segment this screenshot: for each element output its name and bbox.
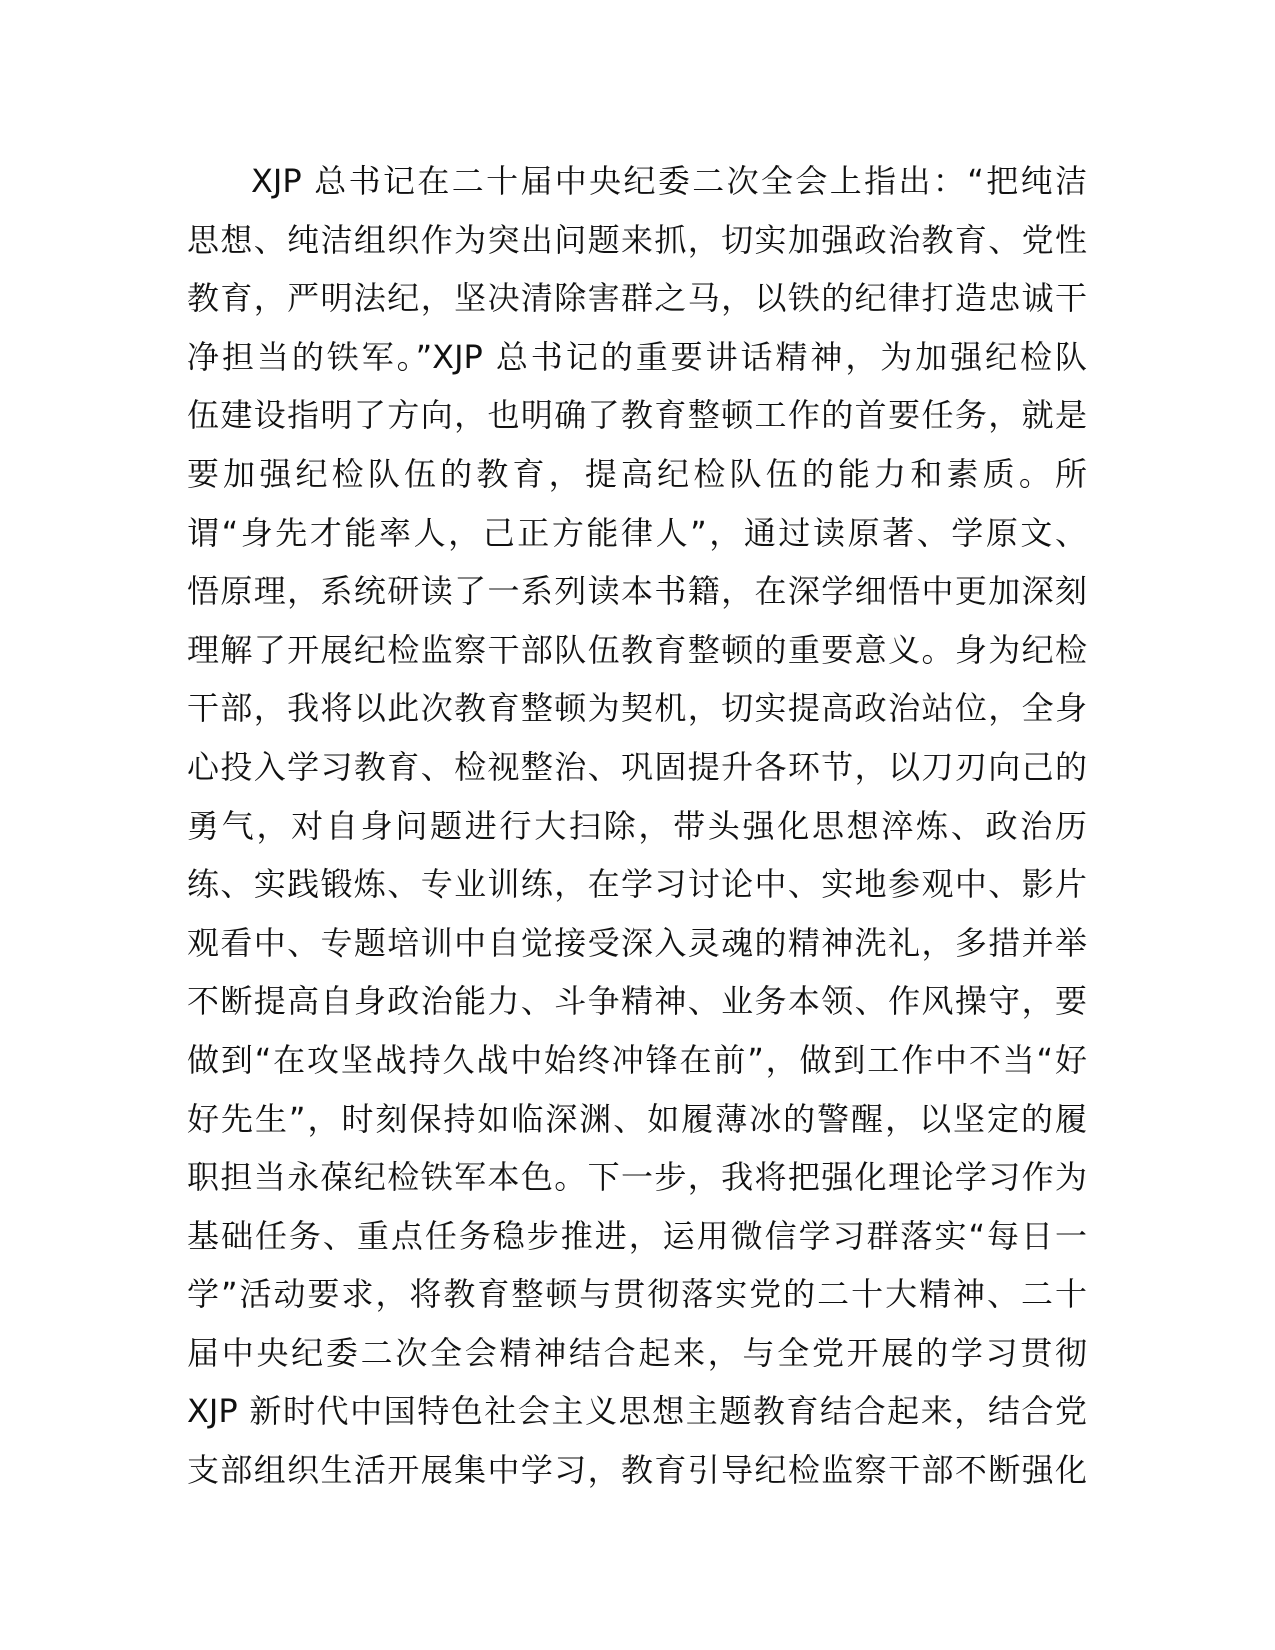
text-line: 勇气，对自身问题进行大扫除，带头强化思想淬炼、政治历 — [187, 806, 1087, 845]
text-line: 届中央纪委二次全会精神结合起来，与全党开展的学习贯彻 — [187, 1333, 1087, 1372]
text-line: 基础任务、重点任务稳步推进，运用微信学习群落实“每日一 — [187, 1216, 1087, 1255]
text-line: 职担当永葆纪检铁军本色。下一步，我将把强化理论学习作为 — [187, 1158, 1087, 1197]
text-line: 好先生”，时刻保持如临深渊、如履薄冰的警醒，以坚定的履 — [187, 1099, 1087, 1138]
text-line: 要加强纪检队伍的教育，提高纪检队伍的能力和素质。所 — [187, 454, 1087, 493]
text-line: XJP 新时代中国特色社会主义思想主题教育结合起来，结合党 — [187, 1392, 1087, 1431]
body-paragraph — [187, 152, 1087, 1500]
text-line: 教育，严明法纪，坚决清除害群之马，以铁的纪律打造忠诚干 — [187, 279, 1087, 318]
text-line: 悟原理，系统研读了一系列读本书籍，在深学细悟中更加深刻 — [187, 572, 1087, 611]
text-line: 干部，我将以此次教育整顿为契机，切实提高政治站位，全身 — [187, 689, 1087, 728]
text-line: 观看中、专题培训中自觉接受深入灵魂的精神洗礼，多措并举 — [187, 923, 1087, 962]
text-line: 做到“在攻坚战持久战中始终冲锋在前”，做到工作中不当“好 — [187, 1040, 1087, 1079]
text-line: 练、实践锻炼、专业训练，在学习讨论中、实地参观中、影片 — [187, 865, 1087, 904]
text-line: 学”活动要求，将教育整顿与贯彻落实党的二十大精神、二十 — [187, 1275, 1087, 1314]
text-line: 不断提高自身政治能力、斗争精神、业务本领、作风操守，要 — [187, 982, 1087, 1021]
text-line: 思想、纯洁组织作为突出问题来抓，切实加强政治教育、党性 — [187, 220, 1087, 259]
text-line: XJP 总书记在二十届中央纪委二次全会上指出：“把纯洁 — [251, 162, 1087, 200]
text-line: 心投入学习教育、检视整治、巩固提升各环节，以刀刃向己的 — [187, 747, 1087, 786]
text-line: 伍建设指明了方向，也明确了教育整顿工作的首要任务，就是 — [187, 396, 1087, 435]
text-line: 理解了开展纪检监察干部队伍教育整顿的重要意义。身为纪检 — [187, 630, 1087, 669]
text-line: 谓“身先才能率人，己正方能律人”，通过读原著、学原文、 — [187, 513, 1087, 552]
text-line: 支部组织生活开展集中学习，教育引导纪检监察干部不断强化 — [187, 1451, 1087, 1490]
text-line: 净担当的铁军。”XJP 总书记的重要讲话精神，为加强纪检队 — [187, 337, 1087, 376]
